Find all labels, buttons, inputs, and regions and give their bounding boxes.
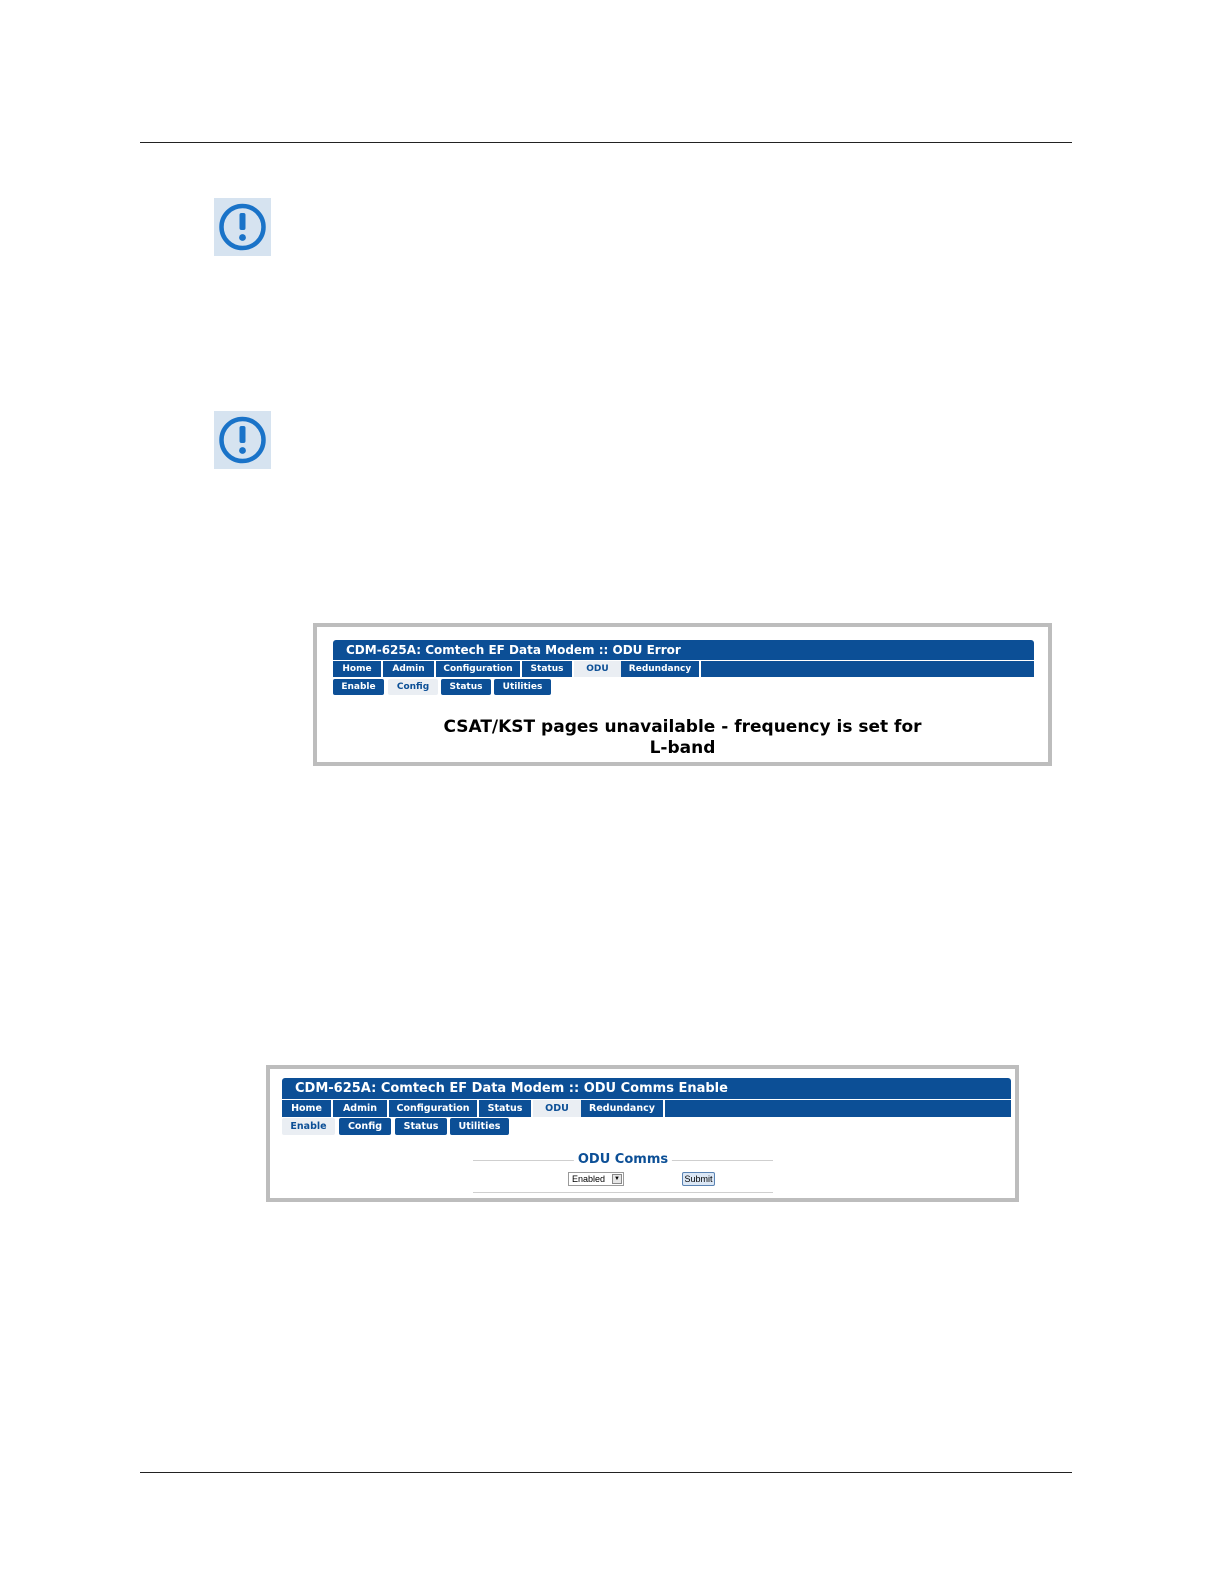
tab-home[interactable]: Home <box>282 1100 333 1117</box>
tab-odu[interactable]: ODU <box>533 1100 581 1117</box>
chevron-down-icon[interactable]: ▼ <box>612 1174 622 1184</box>
subtab-utilities[interactable]: Utilities <box>494 679 551 695</box>
subtab-status[interactable]: Status <box>441 679 491 695</box>
exclamation-circle-icon <box>214 411 271 469</box>
error-message-line-2: L-band <box>649 738 716 758</box>
odu-comms-enable-screenshot <box>266 1065 1019 1202</box>
tab-configuration[interactable]: Configuration <box>436 661 522 677</box>
subtab-config[interactable]: Config <box>339 1118 391 1135</box>
tab-home[interactable]: Home <box>333 661 383 677</box>
tab-configuration[interactable]: Configuration <box>389 1100 479 1117</box>
subtab-config[interactable]: Config <box>388 679 438 695</box>
tab-status[interactable]: Status <box>522 661 574 677</box>
subtab-enable[interactable]: Enable <box>333 679 384 695</box>
subtab-status[interactable]: Status <box>395 1118 447 1135</box>
section-title: ODU Comms <box>574 1152 672 1168</box>
main-nav <box>282 1099 1011 1117</box>
exclamation-circle-icon <box>214 198 271 256</box>
tab-status[interactable]: Status <box>479 1100 533 1117</box>
odu-error-screenshot <box>313 623 1052 766</box>
main-nav <box>333 660 1034 677</box>
tab-redundancy[interactable]: Redundancy <box>581 1100 665 1117</box>
odu-comms-select[interactable] <box>568 1172 624 1186</box>
subtab-utilities[interactable]: Utilities <box>450 1118 509 1135</box>
submit-button[interactable]: Submit <box>682 1172 715 1186</box>
select-value: Enabled <box>572 1174 606 1184</box>
error-message-line-1: CSAT/KST pages unavailable - frequency is set for <box>443 717 922 737</box>
header-rule <box>140 142 1072 143</box>
footer-rule <box>140 1472 1072 1473</box>
page-title: CDM-625A: Comtech EF Data Modem :: ODU Error <box>333 640 1034 660</box>
tab-redundancy[interactable]: Redundancy <box>621 661 701 677</box>
page-title: CDM-625A: Comtech EF Data Modem :: ODU Comms Enable <box>282 1078 1011 1099</box>
tab-admin[interactable]: Admin <box>333 1100 389 1117</box>
tab-odu[interactable]: ODU <box>574 661 621 677</box>
tab-admin[interactable]: Admin <box>383 661 436 677</box>
subtab-enable[interactable]: Enable <box>282 1118 335 1135</box>
